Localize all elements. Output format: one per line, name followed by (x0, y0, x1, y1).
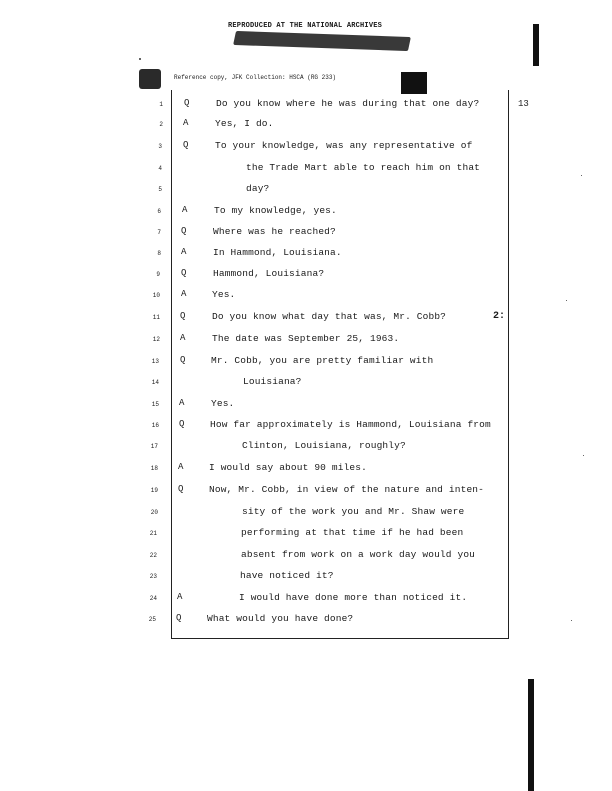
line-number: 2 (159, 121, 163, 128)
testimony-text: The date was September 25, 1963. (212, 333, 400, 344)
transcript-line (0, 376, 600, 396)
line-number: 6 (157, 208, 161, 215)
line-number: 10 (152, 292, 160, 299)
testimony-text: What would you have done? (207, 613, 354, 624)
speaker-label: Q (178, 484, 184, 494)
transcript-line (0, 140, 600, 160)
line-number: 11 (152, 314, 160, 321)
speaker-label: A (182, 205, 188, 215)
transcript-line (0, 162, 600, 182)
speaker-label: Q (179, 419, 185, 429)
line-number: 12 (152, 336, 160, 343)
transcript-line (0, 289, 600, 309)
speaker-label: A (183, 118, 189, 128)
page-number: 13 (518, 99, 529, 109)
line-number: 25 (148, 616, 156, 623)
line-number: 7 (157, 229, 161, 236)
speaker-label: Q (180, 311, 186, 321)
scan-edge-bar-bottom (528, 679, 534, 791)
testimony-text: the Trade Mart able to reach him on that (246, 162, 481, 173)
line-number: 14 (151, 379, 159, 386)
testimony-text: Yes. (212, 289, 236, 300)
testimony-text: I would have done more than noticed it. (239, 592, 468, 603)
line-number: 5 (158, 186, 162, 193)
testimony-text: Mr. Cobb, you are pretty familiar with (211, 355, 434, 366)
line-number: 15 (151, 401, 159, 408)
testimony-text: Louisiana? (243, 376, 302, 387)
testimony-text: To my knowledge, yes. (214, 205, 337, 216)
line-number: 20 (150, 509, 158, 516)
header-smudge (233, 31, 411, 51)
speaker-label: A (177, 592, 183, 602)
testimony-text: To your knowledge, was any representative of (215, 140, 473, 151)
transcript-line (0, 333, 600, 353)
line-number: 1 (159, 101, 163, 108)
line-number: 3 (158, 143, 162, 150)
testimony-text: Hammond, Louisiana? (213, 268, 325, 279)
transcript-line (0, 398, 600, 418)
testimony-text: Yes, I do. (215, 118, 274, 129)
testimony-text: have noticed it? (240, 570, 334, 581)
speaker-label: Q (184, 98, 190, 108)
scan-speck (139, 58, 141, 60)
speaker-label: Q (183, 140, 189, 150)
testimony-text: performing at that time if he had been (241, 527, 464, 538)
scan-speck (583, 455, 584, 456)
transcript-line (0, 98, 600, 118)
transcript-line (0, 592, 600, 612)
speaker-label: Q (181, 226, 187, 236)
scan-speck (566, 300, 567, 301)
speaker-label: A (181, 247, 187, 257)
transcript-line (0, 613, 600, 633)
line-number: 4 (158, 165, 162, 172)
testimony-text: Do you know what day that was, Mr. Cobb? (212, 311, 447, 322)
speaker-label: Q (181, 268, 187, 278)
reference-line: Reference copy, JFK Collection: HSCA (RG 233) (174, 74, 337, 81)
transcript-line (0, 484, 600, 504)
testimony-text: Clinton, Louisiana, roughly? (242, 440, 406, 451)
line-number: 16 (151, 422, 159, 429)
testimony-text: In Hammond, Louisiana. (213, 247, 342, 258)
testimony-text: Where was he reached? (213, 226, 336, 237)
scan-speck (581, 175, 582, 176)
scan-speck (571, 620, 572, 621)
transcript-line (0, 118, 600, 138)
transcript-line (0, 527, 600, 547)
transcript-line (0, 268, 600, 288)
corner-blot (139, 69, 161, 89)
transcript-line (0, 570, 600, 590)
line-number: 17 (150, 443, 158, 450)
line-number: 21 (149, 530, 157, 537)
transcript-line (0, 311, 600, 331)
testimony-text: Do you know where he was during that one day? (216, 98, 480, 109)
transcript-line (0, 419, 600, 439)
speaker-label: Q (180, 355, 186, 365)
transcript-line (0, 247, 600, 267)
line-number: 18 (150, 465, 158, 472)
line-number: 23 (149, 573, 157, 580)
line-number: 22 (149, 552, 157, 559)
speaker-label: A (180, 333, 186, 343)
transcript-line (0, 226, 600, 246)
line-number: 19 (150, 487, 158, 494)
line-number: 9 (156, 271, 160, 278)
testimony-text: I would say about 90 miles. (209, 462, 367, 473)
speaker-label: A (178, 462, 184, 472)
speaker-label: A (181, 289, 187, 299)
archive-stamp: REPRODUCED AT THE NATIONAL ARCHIVES (228, 22, 383, 30)
transcript-line (0, 506, 600, 526)
line-number: 13 (151, 358, 159, 365)
speaker-label: A (179, 398, 185, 408)
speaker-label: Q (176, 613, 182, 623)
transcript-line (0, 440, 600, 460)
transcript-line (0, 355, 600, 375)
scan-edge-bar-top (533, 24, 539, 66)
testimony-text: day? (246, 183, 270, 194)
transcript-line (0, 205, 600, 225)
testimony-text: How far approximately is Hammond, Louisiana from (210, 419, 491, 430)
testimony-text: Yes. (211, 398, 235, 409)
testimony-text: sity of the work you and Mr. Shaw were (242, 506, 465, 517)
line-number: 8 (157, 250, 161, 257)
testimony-text: absent from work on a work day would you (241, 549, 476, 560)
transcript-line (0, 462, 600, 482)
margin-mark: 2: (493, 311, 506, 322)
transcript-line (0, 549, 600, 569)
testimony-text: Now, Mr. Cobb, in view of the nature and inten- (209, 484, 484, 495)
line-number: 24 (149, 595, 157, 602)
transcript-line (0, 183, 600, 203)
